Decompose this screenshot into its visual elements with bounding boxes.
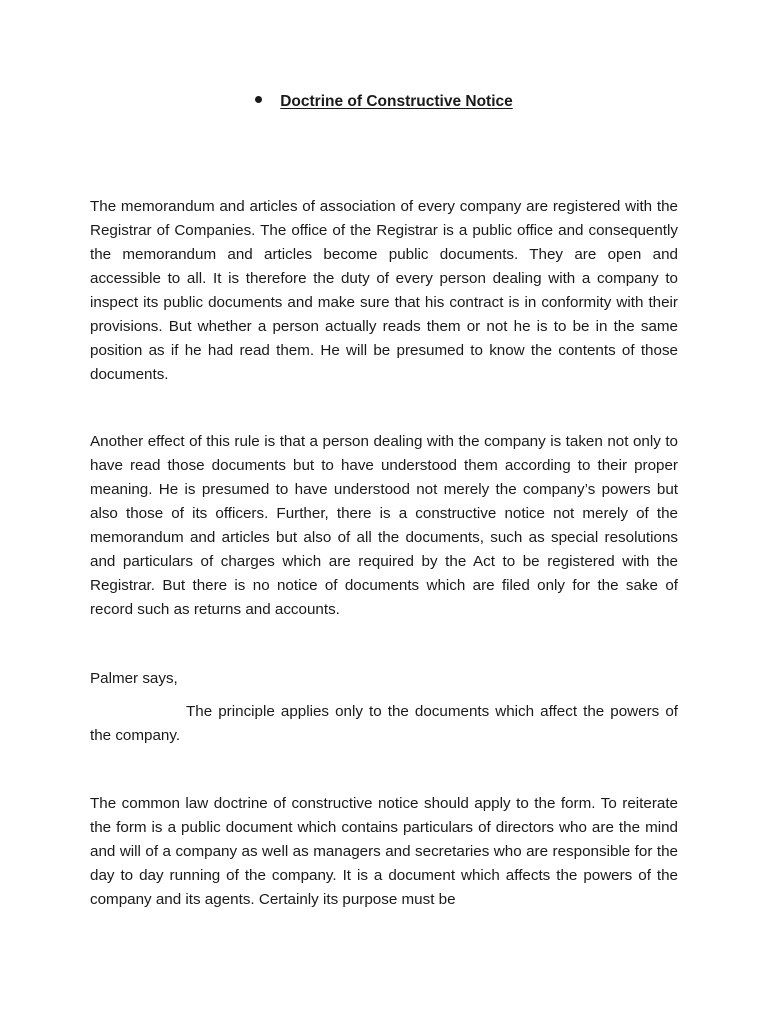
paragraph-palmer-says: Palmer says, — [90, 670, 178, 687]
bullet-icon — [255, 96, 262, 103]
paragraph-principle-quote: The principle applies only to the documents which affect the powers of the company. — [90, 703, 678, 744]
document-heading — [0, 93, 768, 111]
paragraph-memorandum-registration: The memorandum and articles of association of every company are registered with the Registrar of Companies. The office of the Registrar is a public office and consequently the memorandum and articles become public documents. They are open and accessible to all. It is therefore the duty of every person dealing with a company to inspect its public documents and make sure that his contract is in conformity with their provisions. But whether a person actually reads them or not he is to be in the same position as if he had read them. He will be presumed to know the contents of those documents. — [90, 198, 678, 383]
paragraph-another-effect: Another effect of this rule is that a person dealing with the company is taken not only to have read those documents but to have understood them according to their proper meaning. He is presumed to have understood not merely the company’s powers but also those of its officers. Further, there is a constructive notice not merely of the memorandum and articles but also of all the documents, such as special resolutions and particulars of charges which are required by the Act to be registered with the Registrar. But there is no notice of documents which are filed only for the sake of record such as returns and accounts. — [90, 433, 678, 618]
heading-text: Doctrine of Constructive Notice — [280, 93, 513, 110]
paragraph-common-law-doctrine: The common law doctrine of constructive notice should apply to the form. To reiterate the form is a public document which contains particulars of directors who are the mind and will of a company as well as managers and secretaries who are responsible for the day to day running of the company. It is a document which affects the powers of the company and its agents. Certainly its purpose must be — [90, 795, 678, 908]
